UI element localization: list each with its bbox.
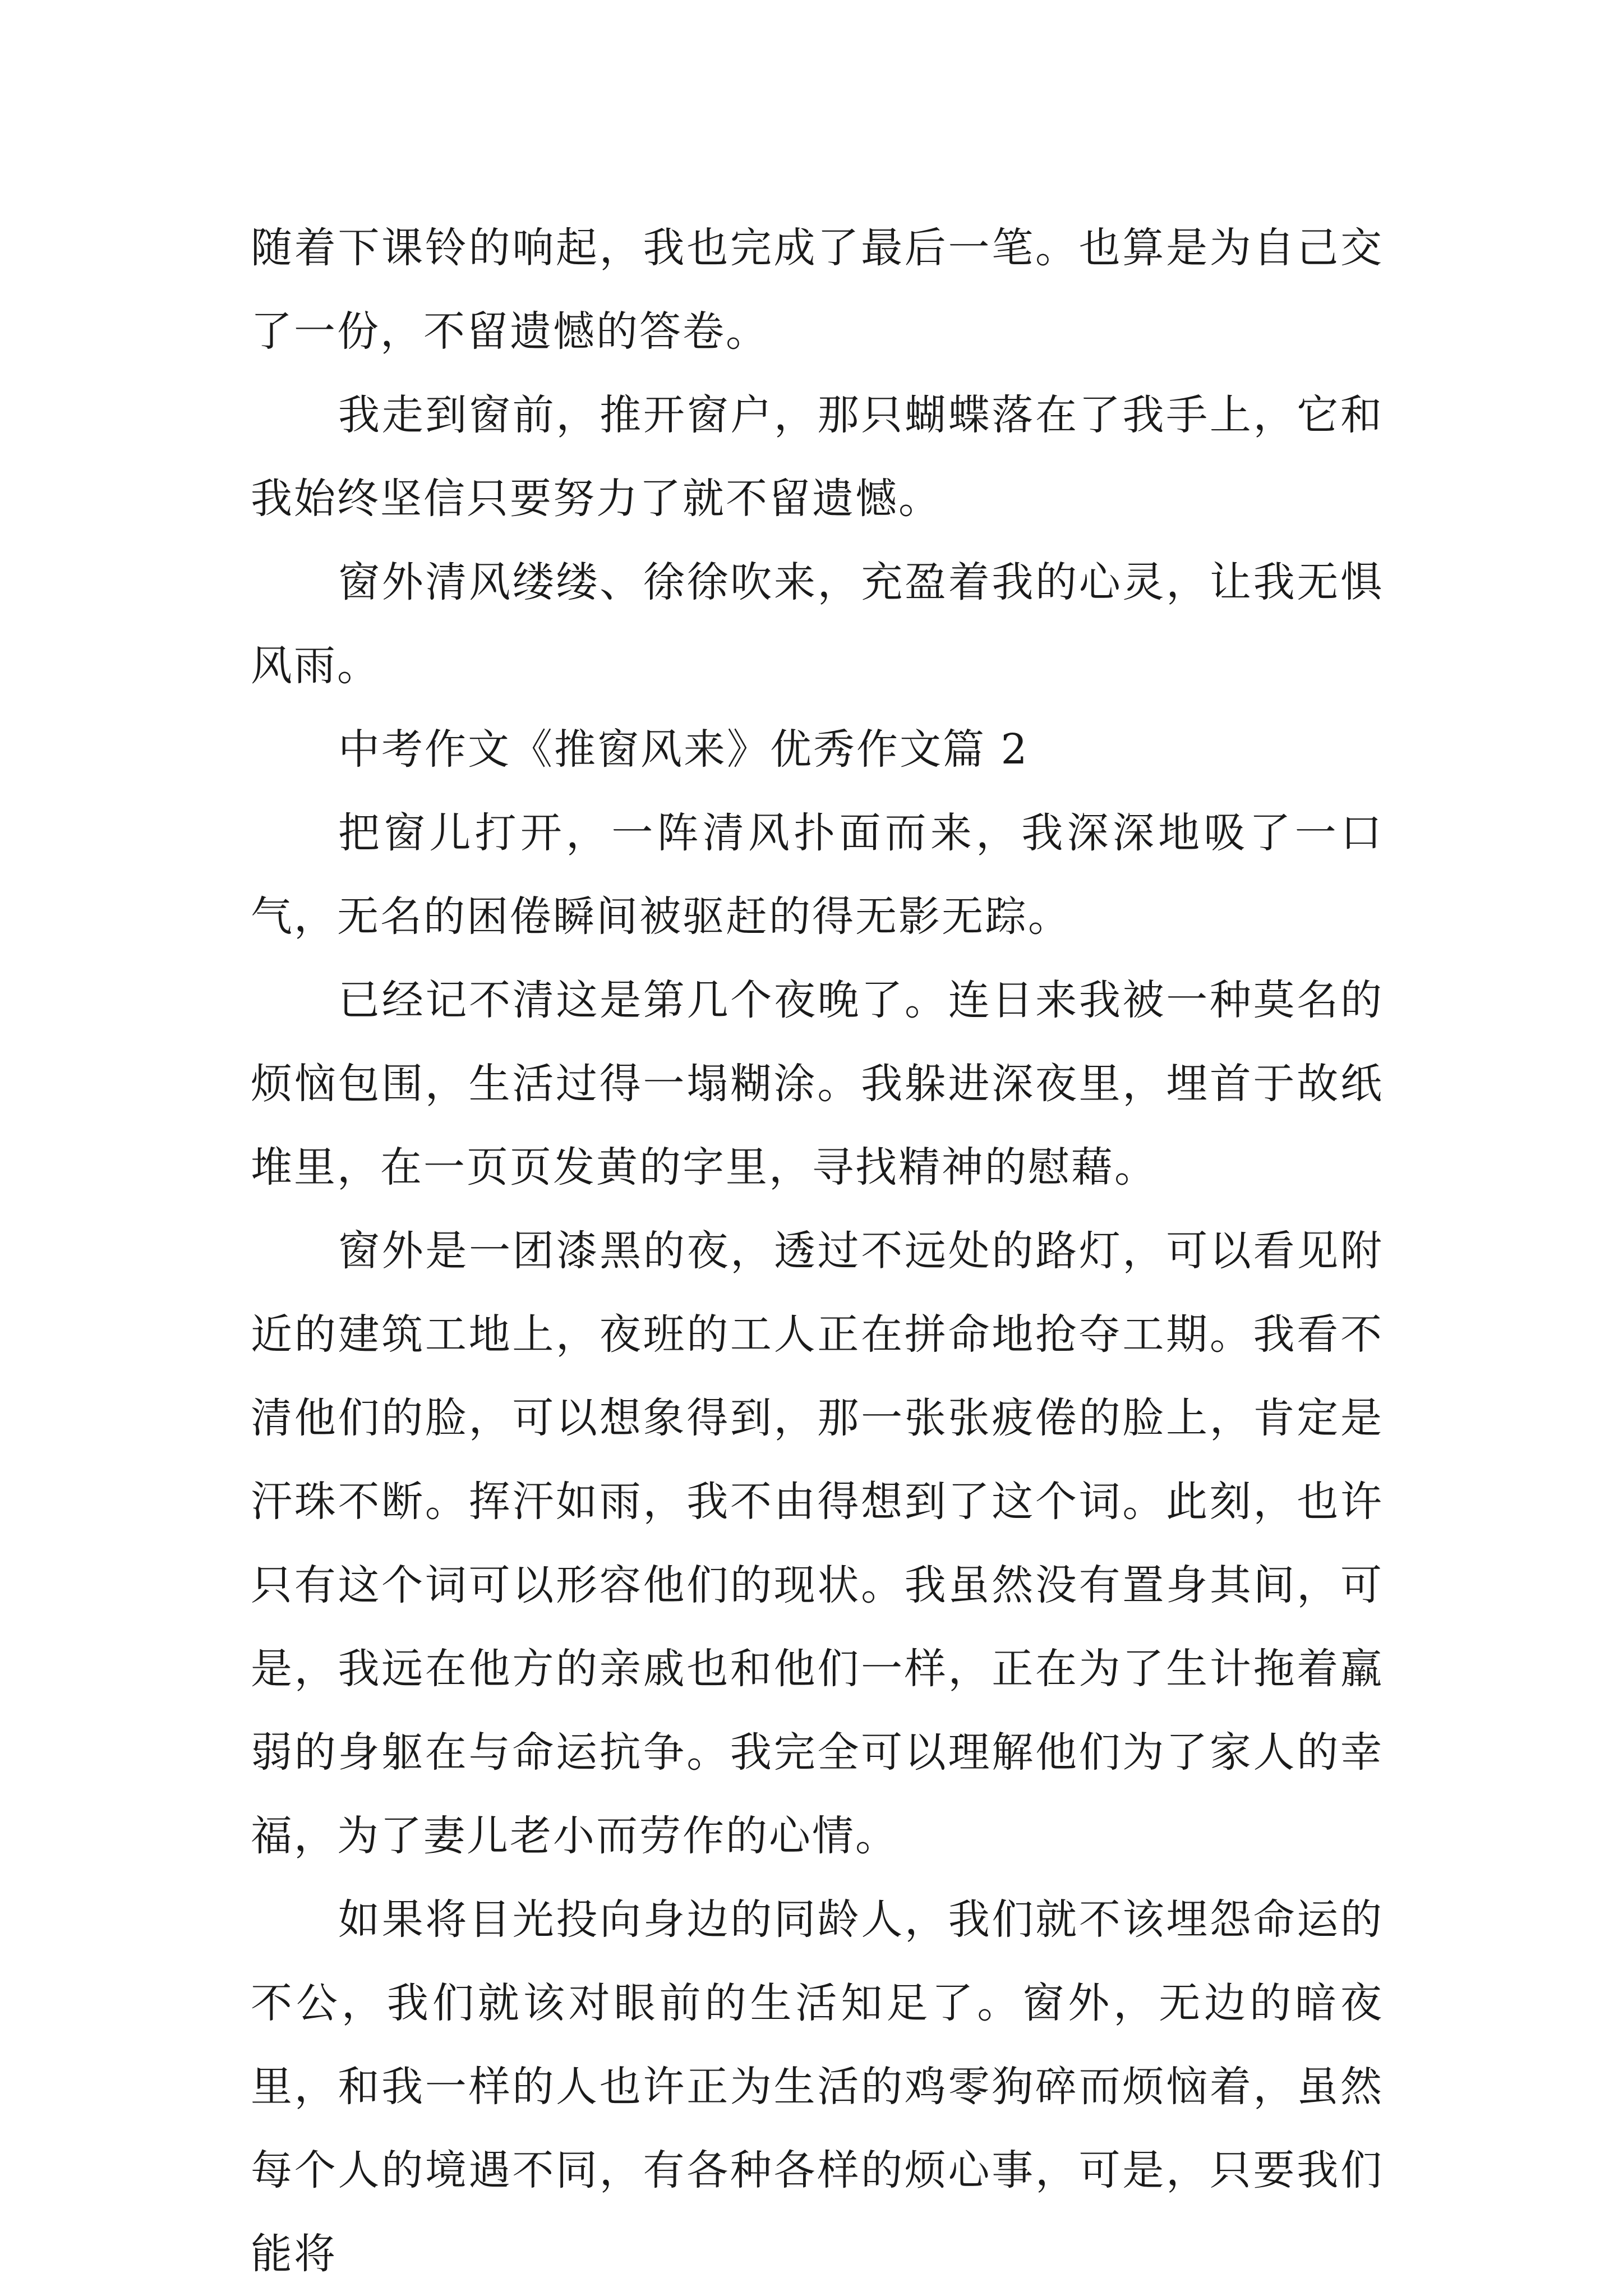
section-paragraph-1: 把窗儿打开，一阵清风扑面而来，我深深地吸了一口气，无名的困倦瞬间被驱赶的得无影无踪。 [251,809,1384,941]
section-title: 中考作文《推窗风来》优秀作文篇 2 [338,725,1029,774]
section-paragraph-3: 窗外是一团漆黑的夜，透过不远处的路灯，可以看见附近的建筑工地上，夜班的工人正在拼命地抢夺工期。我看不清他们的脸，可以想象得到，那一张张疲倦的脸上，肯定是汗珠不断。挥汗如雨，我不由得想到了这个词。此刻，也许只有这个词可以形容他们的现状。我虽然没有置身其间，可是，我远在他方的亲戚也和他们一样，正在为了生计拖着羸弱的身躯在与命运抗争。我完全可以理解他们为了家人的幸福，为了妻儿老小而劳作的心情。 [251,1227,1384,1860]
section-paragraph-2: 已经记不清这是第几个夜晚了。连日来我被一种莫名的烦恼包围，生活过得一塌糊涂。我躲进深夜里，埋首于故纸堆里，在一页页发黄的字里，寻找精神的慰藉。 [251,976,1384,1191]
document-body [251,206,1384,2296]
paragraph-1: 随着下课铃的响起，我也完成了最后一笔。也算是为自己交了一份，不留遗憾的答卷。 [251,224,1384,356]
paragraph-3: 窗外清风缕缕、徐徐吹来，充盈着我的心灵，让我无惧风雨。 [251,558,1384,690]
paragraph-2: 我走到窗前，推开窗户，那只蝴蝶落在了我手上，它和我始终坚信只要努力了就不留遗憾。 [251,391,1384,523]
section-paragraph-4: 如果将目光投向身边的同龄人，我们就不该埋怨命运的不公，我们就该对眼前的生活知足了。窗外，无边的暗夜里，和我一样的人也许正为生活的鸡零狗碎而烦恼着，虽然每个人的境遇不同，有各种各样的烦心事，可是，只要我们能将 [251,1895,1384,2278]
